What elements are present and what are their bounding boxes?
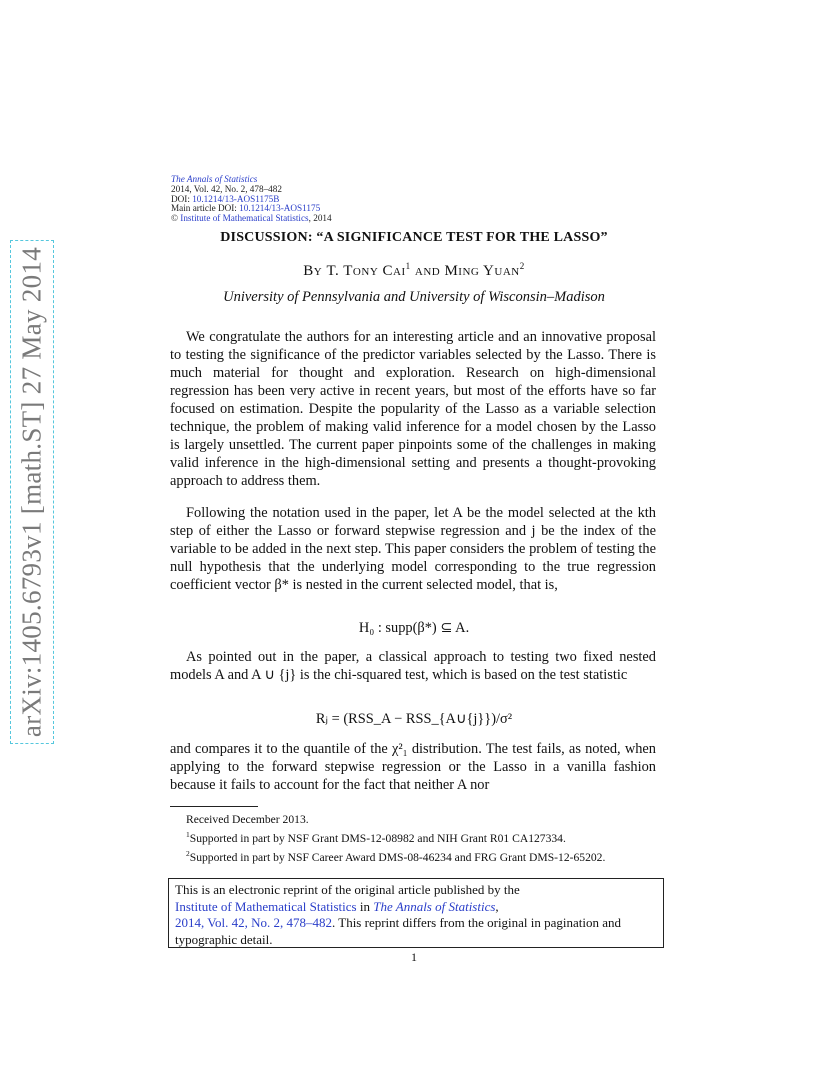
authors-line: By T. Tony Cai$^1$ and Ming Yuan$^2$ xyxy=(303,261,525,279)
main-doi-line: Main article DOI: 10.1214/13-AOS1175 xyxy=(171,203,321,214)
paper-title: DISCUSSION: “A SIGNIFICANCE TEST FOR THE LASSO” xyxy=(220,230,608,245)
journal-header xyxy=(171,175,332,224)
copyright-icon: © xyxy=(171,213,178,224)
equation-test-statistic: Rⱼ = (RSS_A − RSS_{A∪{j}})/σ² xyxy=(315,711,513,727)
equation-null-hypothesis: H₀ : supp(β*) ⊆ A. xyxy=(358,620,470,636)
copyright-holder-link[interactable]: Institute of Mathematical Statistics xyxy=(180,213,309,224)
doi-link[interactable]: 10.1214/13-AOS1175B xyxy=(192,193,280,204)
footnote-2: $^2$Supported in part by NSF Career Award DMS-08-46234 and FRG Grant DMS-12-65202. xyxy=(186,848,606,864)
citation-link[interactable]: 2014, Vol. 42, No. 2, 478–482 xyxy=(175,915,332,930)
author-yuan: Ming Yuan xyxy=(444,263,520,279)
footnote-rule xyxy=(170,806,258,807)
reprint-notice: This is an electronic reprint of the original article published by the Institute of Mathematical Statistics in The Annals of Statistics, 2014, Vol. 42, No. 2, 478–482. This reprint differs from the original in pagination and typographic detail. xyxy=(168,878,664,948)
journal-link[interactable]: The Annals of Statistics xyxy=(171,174,258,184)
journal-reprint-link[interactable]: The Annals of Statistics xyxy=(373,898,496,914)
main-doi-link[interactable]: 10.1214/13-AOS1175 xyxy=(239,203,321,214)
doi-line: DOI: 10.1214/13-AOS1175B xyxy=(171,193,280,204)
paragraph-1: We congratulate the authors for an interesting article and an innovative proposal to testing the significance of the predictor variables selected by the Lasso. There is much material for thought and exploration. Research on high-dimensional regression has been very active in recent years, but most of the efforts have so far focused on estimation. Despite the popularity of the Lasso as a variable selection technique, the problem of making valid inference for a model chosen by the Lasso is largely unsettled. The current paper pinpoints some of the challenges in making valid inference in the high-dimensional setting and presents a thought-provoking approach to address them. xyxy=(170,329,656,489)
arxiv-id: arXiv:1405.6793v1 [math.ST] 27 May 2014 xyxy=(16,246,47,738)
received-date: Received December 2013. xyxy=(186,813,309,826)
institute-link[interactable]: Institute of Mathematical Statistics xyxy=(175,898,357,914)
footnotes xyxy=(170,812,656,865)
affiliation: University of Pennsylvania and University of Wisconsin–Madison xyxy=(223,289,605,305)
author-cai: T. Tony Cai xyxy=(326,263,406,279)
page-number: 1 xyxy=(411,950,417,964)
paragraph-4: and compares it to the quantile of the χ²₁ distribution. The test fails, as noted, when applying to the forward stepwise regression or the Lasso in a vanilla fashion because it fails to account for the fact that neither A nor xyxy=(170,741,656,793)
paragraph-2: Following the notation used in the paper, let A be the model selected at the kth step of either the Lasso or forward stepwise regression and j be the index of the variable to be added in the next step. This paper considers the problem of testing the null hypothesis that the underlying model corresponding to the true regression coefficient vector β* is nested in the current selected model, that is, xyxy=(170,505,656,593)
copyright-line: © Institute of Mathematical Statistics, 2014 xyxy=(171,213,332,224)
paragraph-3: As pointed out in the paper, a classical approach to testing two fixed nested models A and A ∪ {j} is the chi-squared test, which is based on the test statistic xyxy=(170,649,656,683)
footnote-1: $^1$Supported in part by NSF Grant DMS-12-08982 and NIH Grant R01 CA127334. xyxy=(186,830,566,845)
arxiv-stamp xyxy=(10,240,54,744)
volume-info: 2014, Vol. 42, No. 2, 478–482 xyxy=(171,183,282,194)
